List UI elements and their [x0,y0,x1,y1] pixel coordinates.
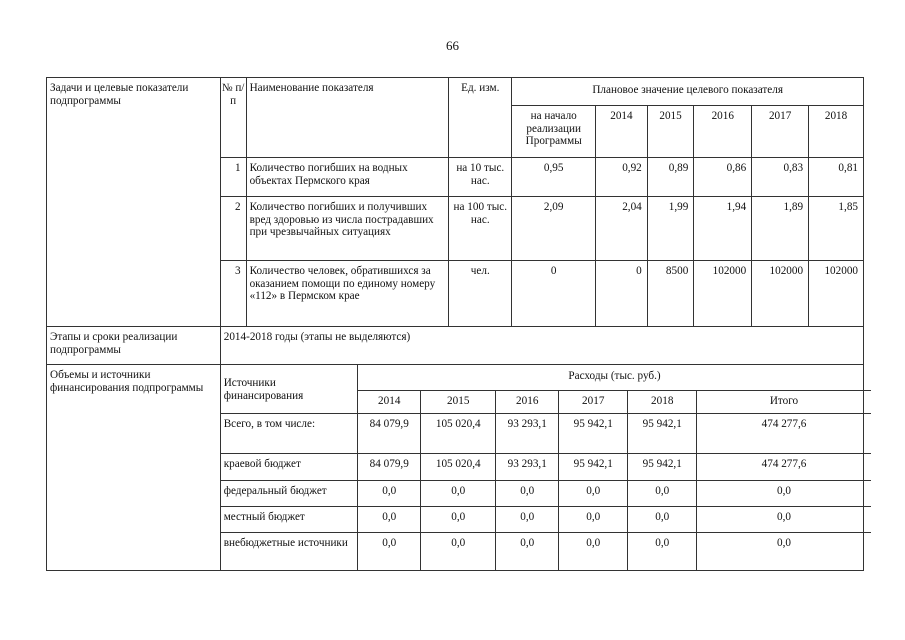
expense-value: 95 942,1 [628,453,697,480]
year-header: 2014 [596,106,648,158]
financing-label: Объемы и источники финансирования подпрограммы [47,365,221,571]
expense-total: 0,0 [697,480,871,506]
indicator-value: 1,99 [647,197,694,261]
indicator-value: 8500 [647,261,694,327]
year-header: 2018 [809,106,864,158]
unit-header: Ед. изм. [449,78,512,158]
indicator-value: 0,83 [752,158,809,197]
financing-source-row [221,480,871,506]
expense-value: 0,0 [496,506,559,532]
financing-row [47,365,864,571]
year-header: 2016 [694,106,752,158]
expense-value: 0,0 [421,506,496,532]
start-header: на начало реализации Программы [512,106,596,158]
indicator-value: 1,89 [752,197,809,261]
expense-value: 93 293,1 [496,413,559,453]
indicator-start: 0,95 [512,158,596,197]
expense-value: 105 020,4 [421,453,496,480]
indicator-num: 1 [220,158,246,197]
page-number: 66 [446,38,459,53]
indicator-value: 1,85 [809,197,864,261]
indicator-value: 0,81 [809,158,864,197]
fin-year-header: 2015 [421,390,496,413]
fin-total-header: Итого [697,390,871,413]
indicator-unit: на 10 тыс. нас. [449,158,512,197]
indicator-value: 102000 [809,261,864,327]
expense-value: 0,0 [628,532,697,570]
financing-source-row [221,453,871,480]
fin-year-header: 2017 [559,390,628,413]
indicator-value: 2,04 [596,197,648,261]
sources-header: Источники финансирования [221,365,358,413]
indicators-section-label: Задачи и целевые показатели подпрограммы [47,78,221,327]
indicator-value: 102000 [694,261,752,327]
indicators-header-row [47,78,864,106]
financing-cell [220,365,863,571]
stages-row [47,327,864,365]
indicator-value: 0,86 [694,158,752,197]
indicator-name: Количество человек, обратившихся за оказанием помощи по единому номеру «112» в Пермском крае [246,261,449,327]
stages-label: Этапы и сроки реализации подпрограммы [47,327,221,365]
source-name: местный бюджет [221,506,358,532]
expense-value: 0,0 [496,532,559,570]
indicator-start: 0 [512,261,596,327]
financing-table [221,365,871,570]
source-name: внебюджетные источники [221,532,358,570]
expense-value: 95 942,1 [559,453,628,480]
financing-header-row [221,365,871,390]
indicator-name: Количество погибших и получивших вред здоровью из числа пострадавших при чрезвычайных ситуациях [246,197,449,261]
expense-value: 0,0 [559,532,628,570]
indicator-unit: на 100 тыс. нас. [449,197,512,261]
indicator-value: 0,89 [647,158,694,197]
expense-value: 0,0 [421,480,496,506]
fin-year-header: 2014 [358,390,421,413]
expense-total: 0,0 [697,506,871,532]
expense-value: 84 079,9 [358,413,421,453]
source-name: федеральный бюджет [221,480,358,506]
expense-value: 0,0 [358,506,421,532]
indicator-value: 1,94 [694,197,752,261]
indicator-value: 102000 [752,261,809,327]
indicator-start: 2,09 [512,197,596,261]
expense-total: 474 277,6 [697,413,871,453]
fin-year-header: 2018 [628,390,697,413]
indicator-num: 3 [220,261,246,327]
expense-value: 0,0 [628,480,697,506]
expense-value: 95 942,1 [628,413,697,453]
expense-value: 93 293,1 [496,453,559,480]
source-name: краевой бюджет [221,453,358,480]
indicator-num: 2 [220,197,246,261]
expense-value: 0,0 [496,480,559,506]
expense-total: 474 277,6 [697,453,871,480]
expense-value: 0,0 [421,532,496,570]
year-header: 2015 [647,106,694,158]
expense-value: 0,0 [358,480,421,506]
indicator-value: 0 [596,261,648,327]
expense-value: 105 020,4 [421,413,496,453]
planned-value-header: Плановое значение целевого показателя [512,78,864,106]
expense-value: 0,0 [559,480,628,506]
financing-source-row [221,532,871,570]
financing-source-row [221,413,871,453]
indicator-value: 0,92 [596,158,648,197]
expenses-header: Расходы (тыс. руб.) [358,365,871,390]
financing-source-row [221,506,871,532]
indicator-name: Количество погибших на водных объектах Пермского края [246,158,449,197]
stages-value: 2014-2018 годы (этапы не выделяются) [220,327,863,365]
expense-value: 84 079,9 [358,453,421,480]
name-header: Наименование показателя [246,78,449,158]
fin-year-header: 2016 [496,390,559,413]
expense-value: 0,0 [628,506,697,532]
expense-total: 0,0 [697,532,871,570]
year-header: 2017 [752,106,809,158]
expense-value: 95 942,1 [559,413,628,453]
expense-value: 0,0 [358,532,421,570]
indicator-unit: чел. [449,261,512,327]
expense-value: 0,0 [559,506,628,532]
subprogram-passport-table [46,77,864,571]
source-name: Всего, в том числе: [221,413,358,453]
num-header: № п/п [220,78,246,158]
